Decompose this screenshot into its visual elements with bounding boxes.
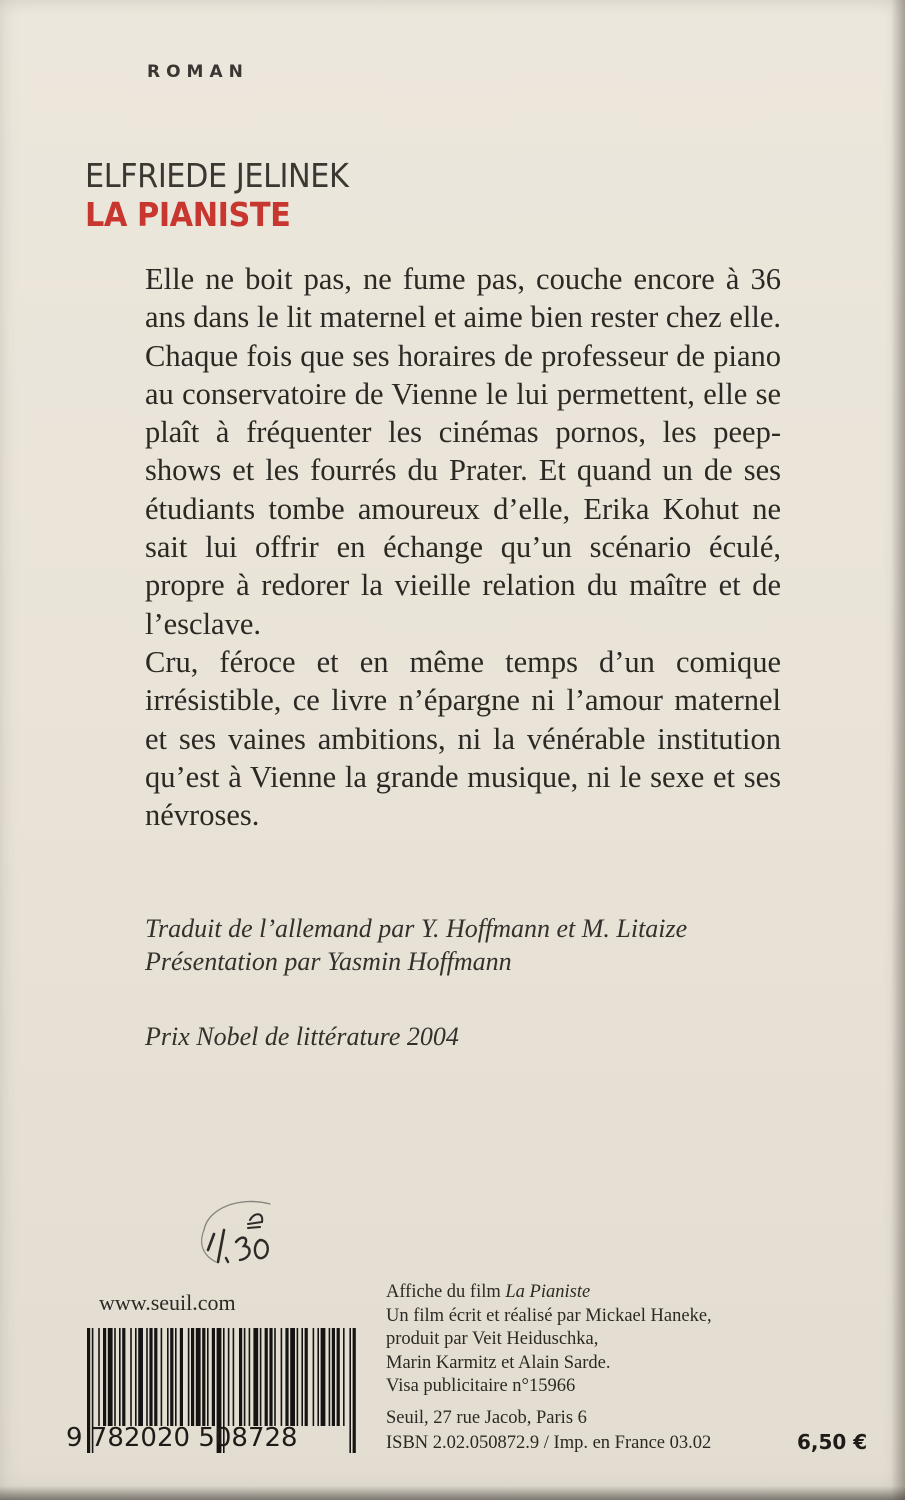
publisher-address: Seuil, 27 rue Jacob, Paris 6	[386, 1408, 587, 1428]
author-name: ELFRIEDE JELINEK	[85, 156, 349, 195]
book-title: LA PIANISTE	[85, 195, 291, 234]
credits	[145, 912, 825, 978]
publisher-website: www.seuil.com	[99, 1290, 236, 1315]
film-line-1	[386, 1281, 806, 1305]
barcode-digits: 9 782020 508728	[66, 1423, 298, 1453]
film-line-1-prefix: Affiche du film	[386, 1282, 506, 1302]
blurb-paragraph-2: Cru, féroce et en même temps d’un comique irrésistible, ce livre n’épargne ni l’amour maternel et ses vaines ambitions, ni la vénérable institution qu’est à Vienne la grande musique, ni le sexe et ses névroses.	[145, 644, 781, 833]
cover-bottom-shadow	[0, 1486, 905, 1500]
film-line-2: Un film écrit et réalisé par Mickael Haneke,	[386, 1305, 712, 1326]
film-line-4: Marin Karmitz et Alain Sarde.	[386, 1352, 611, 1373]
isbn-line: ISBN 2.02.050872.9 / Imp. en France 03.02	[386, 1433, 712, 1453]
collection-label: ROMAN	[147, 62, 249, 82]
nobel-prize-note: Prix Nobel de littérature 2004	[145, 1022, 459, 1051]
film-credits	[386, 1281, 806, 1399]
translation-credit: Traduit de l’allemand par Y. Hoffmann et M. Litaize	[145, 914, 688, 943]
film-line-5: Visa publicitaire n°15966	[386, 1376, 576, 1396]
presentation-credit: Présentation par Yasmin Hoffmann	[145, 947, 512, 976]
handwritten-price-mark	[190, 1190, 290, 1280]
price: 6,50 €	[797, 1430, 868, 1454]
cover-edge-shadow	[891, 0, 905, 1500]
blurb-paragraph-1: Elle ne boit pas, ne fume pas, couche encore à 36 ans dans le lit maternel et aime bien rester chez elle. Chaque fois que ses horaires de professeur de piano au conservatoire de Vienne le lui permettent, elle se plaît à fréquenter les cinémas pornos, les peep-shows et les fourrés du Prater. Et quand un de ses étudiants tombe amoureux d’elle, Erika Kohut ne sait lui offrir en échange qu’un scénario éculé, propre à redorer la vieille relation du maître et de l’esclave.	[145, 262, 781, 641]
blurb	[145, 260, 781, 834]
film-line-3: produit par Veit Heiduschka,	[386, 1329, 599, 1349]
film-title: La Pianiste	[505, 1282, 591, 1302]
